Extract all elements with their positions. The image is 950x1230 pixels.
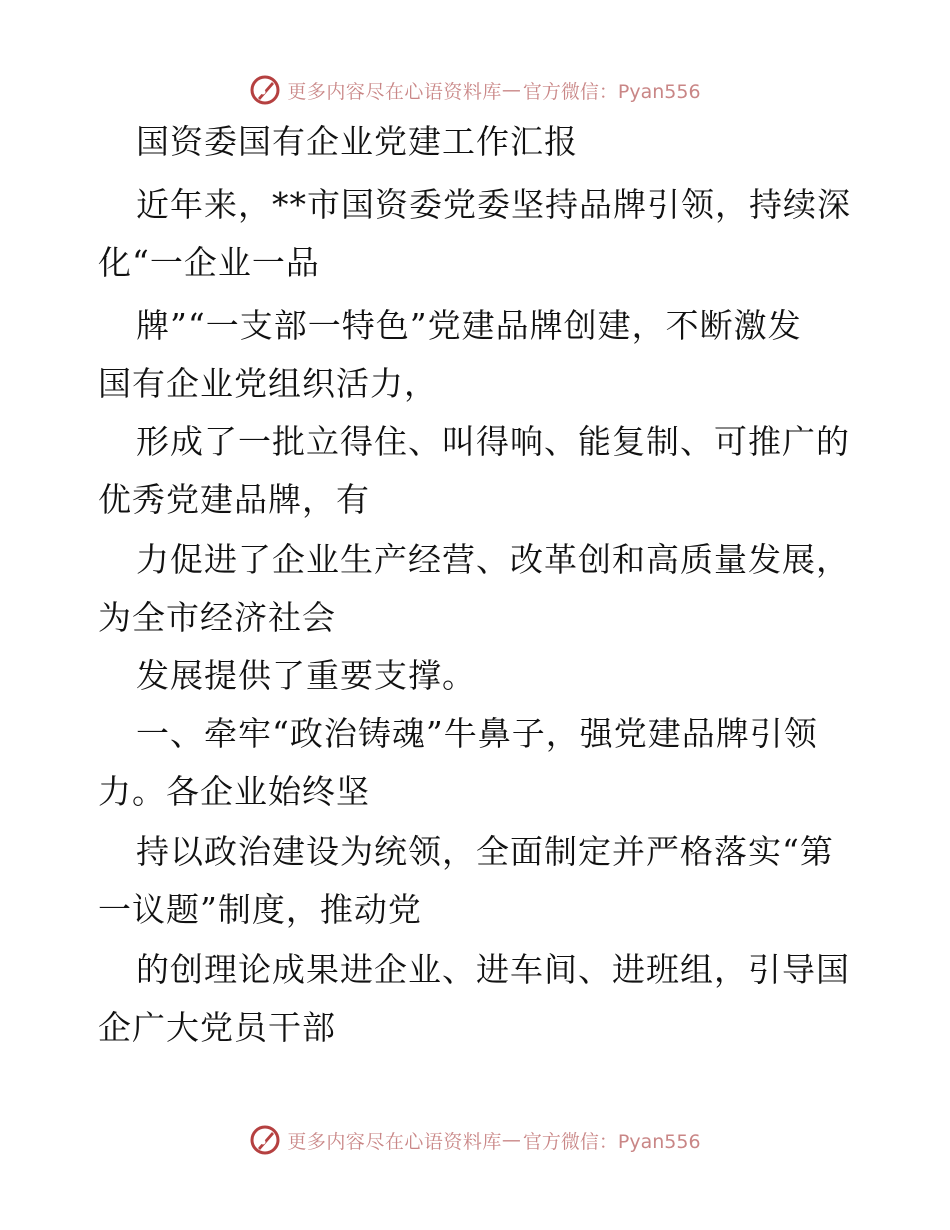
- quill-logo-icon: [249, 74, 281, 106]
- paragraph-line: 持以政治建设为统领，全面制定并严格落实“第: [136, 832, 834, 871]
- section-heading-line: 一、牵牢“政治铸魂”牛鼻子，强党建品牌引领: [136, 714, 818, 753]
- watermark-text: 更多内容尽在心语资料库: [287, 80, 502, 103]
- watermark-contact: 官方微信：Pyan556: [522, 1130, 701, 1153]
- paragraph-line: 力。各企业始终坚: [98, 772, 370, 811]
- paragraph-line: 的创理论成果进企业、进车间、进班组，引导国: [136, 950, 850, 989]
- paragraph-line: 企广大党员干部: [98, 1008, 336, 1047]
- watermark-dash: —: [501, 79, 521, 101]
- header-watermark: [0, 70, 950, 110]
- document-title: 国资委国有企业党建工作汇报: [136, 122, 578, 161]
- paragraph-line: 近年来，**市国资委党委坚持品牌引领，持续深: [136, 185, 851, 224]
- footer-watermark: [0, 1120, 950, 1160]
- paragraph-line: 力促进了企业生产经营、改革创和高质量发展，: [136, 540, 850, 579]
- paragraph-line: 优秀党建品牌，有: [98, 480, 370, 519]
- paragraph-line: 发展提供了重要支撑。: [136, 656, 476, 695]
- quill-logo-icon: [249, 1124, 281, 1156]
- watermark-dash: —: [501, 1129, 521, 1151]
- paragraph-line: 化“一企业一品: [98, 243, 320, 282]
- paragraph-line: 为全市经济社会: [98, 598, 336, 637]
- paragraph-line: 国有企业党组织活力，: [98, 364, 438, 403]
- paragraph-line: 形成了一批立得住、叫得响、能复制、可推广的: [136, 422, 850, 461]
- paragraph-line: 一议题”制度，推动党: [98, 890, 422, 929]
- watermark-contact: 官方微信：Pyan556: [522, 80, 701, 103]
- watermark-text: 更多内容尽在心语资料库: [287, 1130, 502, 1153]
- paragraph-line: 牌”“一支部一特色”党建品牌创建，不断激发: [136, 306, 802, 345]
